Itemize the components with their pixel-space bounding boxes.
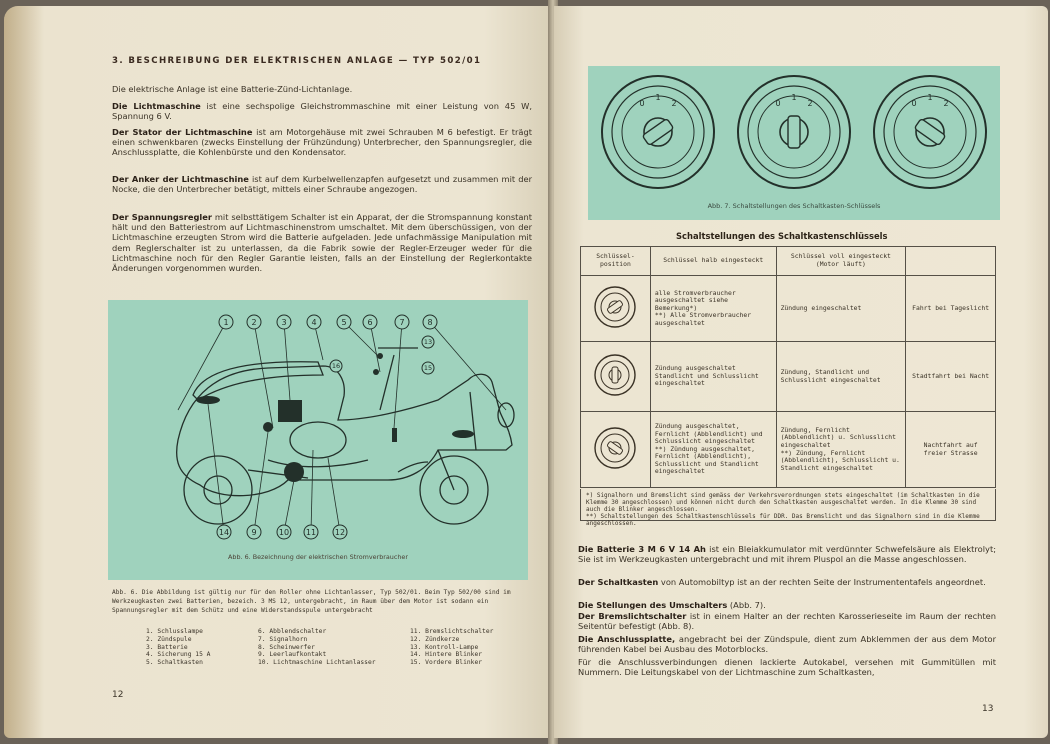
callout-top-2 <box>247 315 261 329</box>
legend-item: 6. Abblendschalter <box>258 628 327 635</box>
callout-top-1 <box>219 315 233 329</box>
svg-text:14: 14 <box>218 528 230 537</box>
dial-3-label-0: 0 <box>911 99 917 108</box>
paragraph-intro: Die elektrische Anlage ist eine Batterie-Zünd-Lichtanlage. <box>112 84 353 94</box>
svg-text:12: 12 <box>334 528 346 537</box>
legend-item: 7. Signalhorn <box>258 635 308 643</box>
paragraph-bremslichtschalter: Der Bremslichtschalter ist in einem Halter an der rechten Karosserieseite im Raum der rechten Seitentür befestigt (Abb. 8). <box>578 611 996 631</box>
legend-item: 5. Schaltkasten <box>146 659 203 667</box>
svg-text:4: 4 <box>311 318 317 327</box>
generator-mark <box>284 462 304 482</box>
legend-item: 8. Scheinwerfer <box>258 643 315 651</box>
legend-item: 4. Sicherung 15 A <box>146 651 211 659</box>
callout-bottom-12 <box>333 525 347 539</box>
callout-top-6 <box>363 315 377 329</box>
callout-mid-13 <box>422 336 434 348</box>
page-number-left: 12 <box>112 690 124 700</box>
page-number-right: 13 <box>982 704 994 714</box>
svg-text:10: 10 <box>278 528 290 537</box>
callout-top-7 <box>395 315 409 329</box>
table-title: Schaltstellungen des Schaltkastenschlüssels <box>676 231 888 241</box>
dial-2-label-2: 2 <box>807 99 813 108</box>
svg-text:1: 1 <box>223 318 229 327</box>
figure-7-caption: Abb. 7. Schaltstellungen des Schaltkasten-Schlüssels <box>707 202 881 210</box>
paragraph-stator: Der Stator der Lichtmaschine ist am Motorgehäuse mit zwei Schrauben M 6 befestigt. Er trägt einen schwenkbaren (zwecks Einstellung der Frühzündung) Unterbrecher, den Spannungsregler, die Anschlussplatte, die Kohlenbürste und den Kondensator. <box>112 127 532 158</box>
legend-item: 13. Kontroll-Lampe <box>410 643 479 651</box>
legend-column-1 <box>146 628 210 667</box>
table-cell: Zündung, Standlicht und Schlusslicht eingeschaltet <box>776 342 906 412</box>
legend-item: 15. Vordere Blinker <box>410 659 483 667</box>
dial-2-label-0: 0 <box>775 99 781 108</box>
paragraph-batterie: Die Batterie 3 M 6 V 14 Ah ist ein Bleiakkumulator mit verdünnter Schwefelsäure als Elektrolyt; Sie ist im Werkzeugkasten untergebracht und mit ihrem Pluspol an die Masse angeschlossen. <box>578 544 996 564</box>
table-header: Schlüssel voll eingesteckt (Motor läuft) <box>776 247 906 276</box>
dial-1-label-2: 2 <box>671 99 677 108</box>
table-cell: Fahrt bei Tageslicht <box>906 276 996 342</box>
svg-text:11: 11 <box>305 528 317 537</box>
table-cell: Zündung ausgeschaltet, Fernlicht (Abblendlicht) und Schlusslicht eingeschaltet **) Zündung ausgeschaltet, Fernlicht (Abblendlicht), Schlusslicht und Standlicht eingeschaltet <box>650 412 776 488</box>
paragraph-umschalter: Die Stellungen des Umschalters (Abb. 7). <box>578 600 766 610</box>
callout-bottom-14 <box>217 525 231 539</box>
svg-text:2: 2 <box>251 318 257 327</box>
svg-text:15: 15 <box>423 364 433 372</box>
table-cell: Nachtfahrt auf freier Strasse <box>906 412 996 488</box>
figure-scooter-electrical <box>108 300 528 580</box>
table-header <box>906 247 996 276</box>
legend-item: 9. Leerlaufkontakt <box>258 651 327 659</box>
callout-top-5 <box>337 315 351 329</box>
table-row <box>581 342 996 412</box>
figure-key-positions <box>588 66 1000 220</box>
svg-text:5: 5 <box>341 318 347 327</box>
svg-text:13: 13 <box>423 338 433 346</box>
table-footnotes <box>580 489 996 527</box>
callout-bottom-11 <box>304 525 318 539</box>
callout-mid-16 <box>330 360 342 372</box>
paragraph-anker: Der Anker der Lichtmaschine ist auf dem Kurbelwellenzapfen aufgesetzt und zusammen mit der Nocke, die den Unterbrecher betätigt, mittels einer Schraube angezogen. <box>112 174 532 195</box>
key-positions-table <box>580 246 996 488</box>
table-cell: Zündung ausgeschaltet Standlicht und Schlusslicht eingeschaltet <box>650 342 776 412</box>
table-row <box>581 276 996 342</box>
paragraph-autokabel: Für die Anschlussverbindungen dienen lackierte Autokabel, versehen mit Gummitüllen mit Nummern. Die Leitungskabel von der Lichtmaschine zum Schaltkasten, <box>578 657 996 677</box>
key-icon-cell <box>581 342 651 412</box>
callout-mid-15 <box>422 362 434 374</box>
legend-item: 10. Lichtmaschine Lichtanlasser <box>258 659 376 667</box>
dial-3-label-1: 1 <box>927 93 933 102</box>
callout-top-8 <box>423 315 437 329</box>
dial-2-label-1: 1 <box>791 93 797 102</box>
table-cell: Zündung eingeschaltet <box>776 276 906 342</box>
dial-3-label-2: 2 <box>943 99 949 108</box>
legend-item: 11. Bremslichtschalter <box>410 628 494 635</box>
legend-column-2 <box>258 628 376 667</box>
paragraph-anschlussplatte: Die Anschlussplatte, angebracht bei der Zündspule, dient zum Abklemmen der aus dem Motor führenden Kabel bei Ausbau des Motorblocks. <box>578 634 996 654</box>
paragraph-lichtmaschine: Die Lichtmaschine ist eine sechspolige Gleichstrommaschine mit einer Leistung von 45 W, Spannung 6 V. <box>112 101 532 122</box>
table-cell: Stadtfahrt bei Nacht <box>906 342 996 412</box>
key-position-2-icon <box>593 426 637 470</box>
front-blinker-mark <box>452 430 474 438</box>
footnote-2: **) Schaltstellungen des Schaltkastenschlüssels für DDR. Das Bremslicht und das Signalhorn sind in die Klemme angeschlossen. <box>586 513 980 527</box>
callout-top-4 <box>307 315 321 329</box>
rear-blinker-mark <box>196 396 220 404</box>
callout-bottom-9 <box>247 525 261 539</box>
dial-1-label-1: 1 <box>655 93 661 102</box>
paragraph-schaltkasten: Der Schaltkasten von Automobiltyp ist an der rechten Seite der Instrumententafels angeordnet. <box>578 577 986 587</box>
table-header: Schlüssel-position <box>581 247 651 276</box>
section-heading: 3. BESCHREIBUNG DER ELEKTRISCHEN ANLAGE — TYP 502/01 <box>112 56 482 66</box>
key-position-0-icon <box>593 285 637 329</box>
figure-6-caption: Abb. 6. Bezeichnung der elektrischen Stromverbraucher <box>228 553 408 561</box>
svg-text:9: 9 <box>251 528 257 537</box>
legend-item: 3. Batterie <box>146 643 188 651</box>
legend-item: 14. Hintere Blinker <box>410 651 483 659</box>
table-header-row <box>581 247 996 276</box>
svg-text:6: 6 <box>367 318 373 327</box>
table-row <box>581 412 996 488</box>
legend-item: 2. Zündspule <box>146 635 192 643</box>
svg-text:7: 7 <box>399 318 405 327</box>
battery-mark <box>278 400 302 422</box>
table-cell: Zündung, Fernlicht (Abblendlicht) u. Schlusslicht eingeschaltet **) Zündung, Fernlicht (Abblendlicht), Schlusslicht u. Standlicht eingeschaltet <box>776 412 906 488</box>
scooter-diagram <box>108 300 528 580</box>
key-icon-cell <box>581 276 651 342</box>
paragraph-spannungsregler: Der Spannungsregler mit selbsttätigem Schalter ist ein Apparat, der die Stromspannung konstant hält und den Batteriestrom auf Lichtmaschinenstrom umschaltet. Mit dem überschüssigen, von der Lichtmaschine erzeugten Strom wird die Batterie aufgeladen. Jede unfachmässige Manipulation mit dem Reglerschalter ist zu unterlassen, da die Fabrik sowie der Regler-Erzeuger weder für die Lichtmaschine noch für den Regler Garantie leisten, falls an der Einstellung der Reglerkontakte Änderungen vorgenommen wurden. <box>112 212 533 274</box>
table-header: Schlüssel halb eingesteckt <box>650 247 776 276</box>
legend-column-3 <box>410 628 493 667</box>
page-edge-wear <box>4 6 44 738</box>
svg-text:3: 3 <box>281 318 287 327</box>
legend-item: 1. Schlusslampe <box>146 628 203 635</box>
dial-1-label-0: 0 <box>639 99 645 108</box>
svg-text:16: 16 <box>331 362 341 370</box>
key-position-1-icon <box>593 353 637 397</box>
callout-top-3 <box>277 315 291 329</box>
svg-text:8: 8 <box>427 318 433 327</box>
table-cell: alle Stromverbraucher ausgeschaltet siehe Bemerkung*) **) Alle Stromverbraucher ausgeschaltet <box>650 276 776 342</box>
legend-item: 12. Zündkerze <box>410 635 460 643</box>
footnote-1: *) Signalhorn und Bremslicht sind gemäss der Verkehrsverordnungen stets eingeschaltet (im Schaltkasten in die Klemme 30 angeschlossen) und können nicht durch den Schaltkasten ausgeschaltet werden. In die Klemme 30 sind auch die Blinker angeschlossen. <box>586 492 980 513</box>
key-dials <box>588 66 1000 220</box>
figure-6-note: Abb. 6. Die Abbildung ist gültig nur für den Roller ohne Lichtanlasser, Typ 502/01. Beim Typ 502/00 sind im Werkzeugkasten zwei Batterien, bezeich. 3 MS 12, untergebracht, im Raum über dem Motor ist sodann ein Spannungsregler mit dem Schütz und eine Widerstandsspule untergebracht <box>112 589 511 615</box>
callout-bottom-10 <box>277 525 291 539</box>
key-icon-cell <box>581 412 651 488</box>
